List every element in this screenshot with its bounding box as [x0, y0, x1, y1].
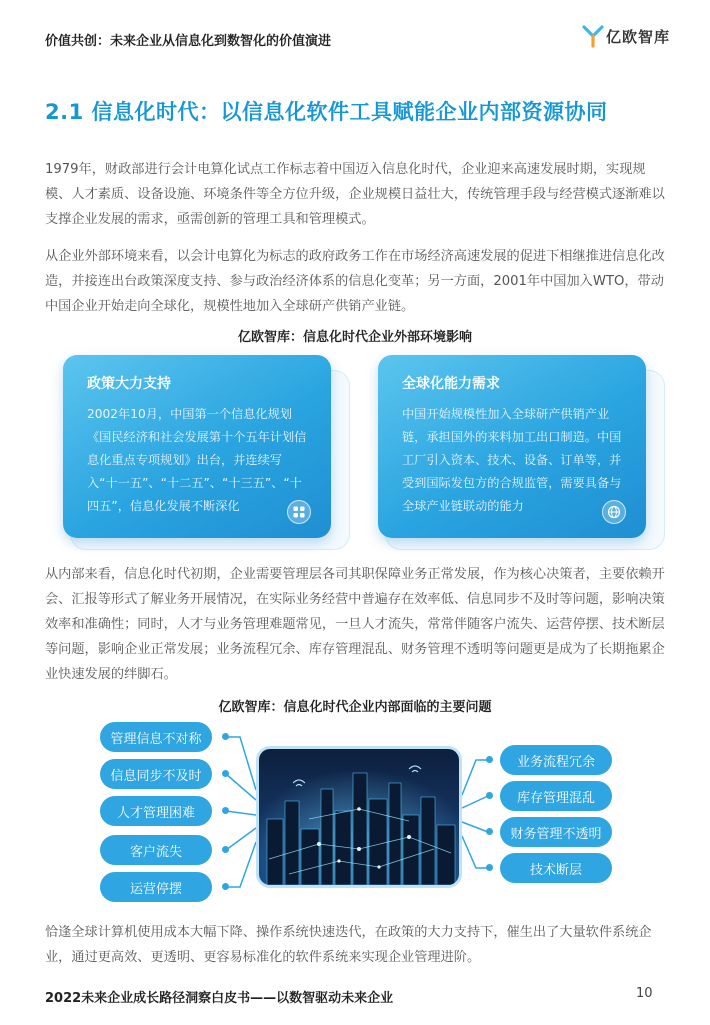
section-title: 2.1 信息化时代：以信息化软件工具赋能企业内部资源协同 [45, 100, 608, 124]
card-body: 2002年10月，中国第一个信息化规划《国民经济和社会发展第十个五年计划信息化重点专项规划》出台，并连续写入“十一五”、“十二五”、“十三五”、“十四五”，信息化发展不断深化 [87, 407, 307, 513]
card-title: 政策大力支持 [87, 376, 171, 392]
paragraph: 从企业外部环境来看，以会计电算化为标志的政府政务工作在市场经济高速发展的促进下相继推进信息化改造，并接连出台政策深度支持、参与政治经济体系的信息化变革；另一方面，2001年中国加入WTO，带动中国企业开始走向全球化，规模性地加入全球研产供销产业链。 [45, 249, 665, 314]
header-title: 价值共创：未来企业从信息化到数智化的价值演进 [45, 34, 332, 49]
connector-dot [222, 883, 229, 890]
issue-pill: 管理信息不对称 [100, 722, 212, 752]
connector-dot [486, 828, 493, 835]
connector-dot [222, 846, 229, 853]
paragraph: 1979年，财政部进行会计电算化试点工作标志着中国迈入信息化时代，企业迎来高速发展时期，实现规模、人才素质、设备设施、环境条件等全方位升级，企业规模日益壮大，传统管理手段与经营模式逐渐难以支撑企业发展的需求，亟需创新的管理工具和管理模式。 [45, 162, 665, 227]
connector-dot [486, 864, 493, 871]
issue-pill: 业务流程冗余 [500, 745, 612, 775]
city-skyline-icon [259, 749, 459, 885]
logo-text: 亿欧智库 [606, 27, 671, 46]
figure-caption: 亿欧智库：信息化时代企业内部面临的主要问题 [218, 700, 492, 715]
issue-pill: 人才管理困难 [100, 796, 212, 826]
issue-pill: 信息同步不及时 [100, 759, 212, 789]
page-number: 10 [636, 986, 653, 1001]
connector-dot [222, 807, 229, 814]
card-body: 中国开始规模性加入全球研产供销产业链，承担国外的来料加工出口制造。中国工厂引入资本、技术、设备、订单等，并受到国际发包方的合规监管，需要具备与全球产业链联动的能力 [402, 407, 622, 513]
issue-pill: 技术断层 [500, 853, 612, 883]
smart-city-illustration [256, 746, 462, 888]
issue-pill: 客户流失 [100, 835, 212, 865]
issue-pill: 财务管理不透明 [500, 817, 612, 847]
paragraph: 从内部来看，信息化时代初期，企业需要管理层各司其职保障业务正常发展，作为核心决策者，主要依赖开会、汇报等形式了解业务开展情况，在实际业务经营中普遍存在效率低、信息同步不及时等问题，影响决策效率和准确性；同时，人才与业务管理难题常见，一旦人才流失，常常伴随客户流失、运营停摆、技术断层等问题，影响企业正常发展；业务流程冗余、库存管理混乱、财务管理不透明等问题更是成为了长期拖累企业快速发展的绊脚石。 [45, 567, 665, 682]
connector-dot [486, 792, 493, 799]
connector-dot [486, 756, 493, 763]
paragraph: 恰逢全球计算机使用成本大幅下降、操作系统快速迭代，在政策的大力支持下，催生出了大量软件系统企业，通过更高效、更透明、更容易标准化的软件系统来实现企业管理进阶。 [45, 925, 652, 965]
footer-title: 2022未来企业成长路径洞察白皮书——以数智驱动未来企业 [45, 991, 394, 1006]
figure-caption: 亿欧智库：信息化时代企业外部环境影响 [237, 330, 472, 345]
issue-pill: 库存管理混乱 [500, 781, 612, 811]
card-title: 全球化能力需求 [402, 376, 500, 392]
issue-pill: 运营停摆 [100, 872, 212, 902]
connector-dot [222, 770, 229, 777]
connector-dot [222, 733, 229, 740]
